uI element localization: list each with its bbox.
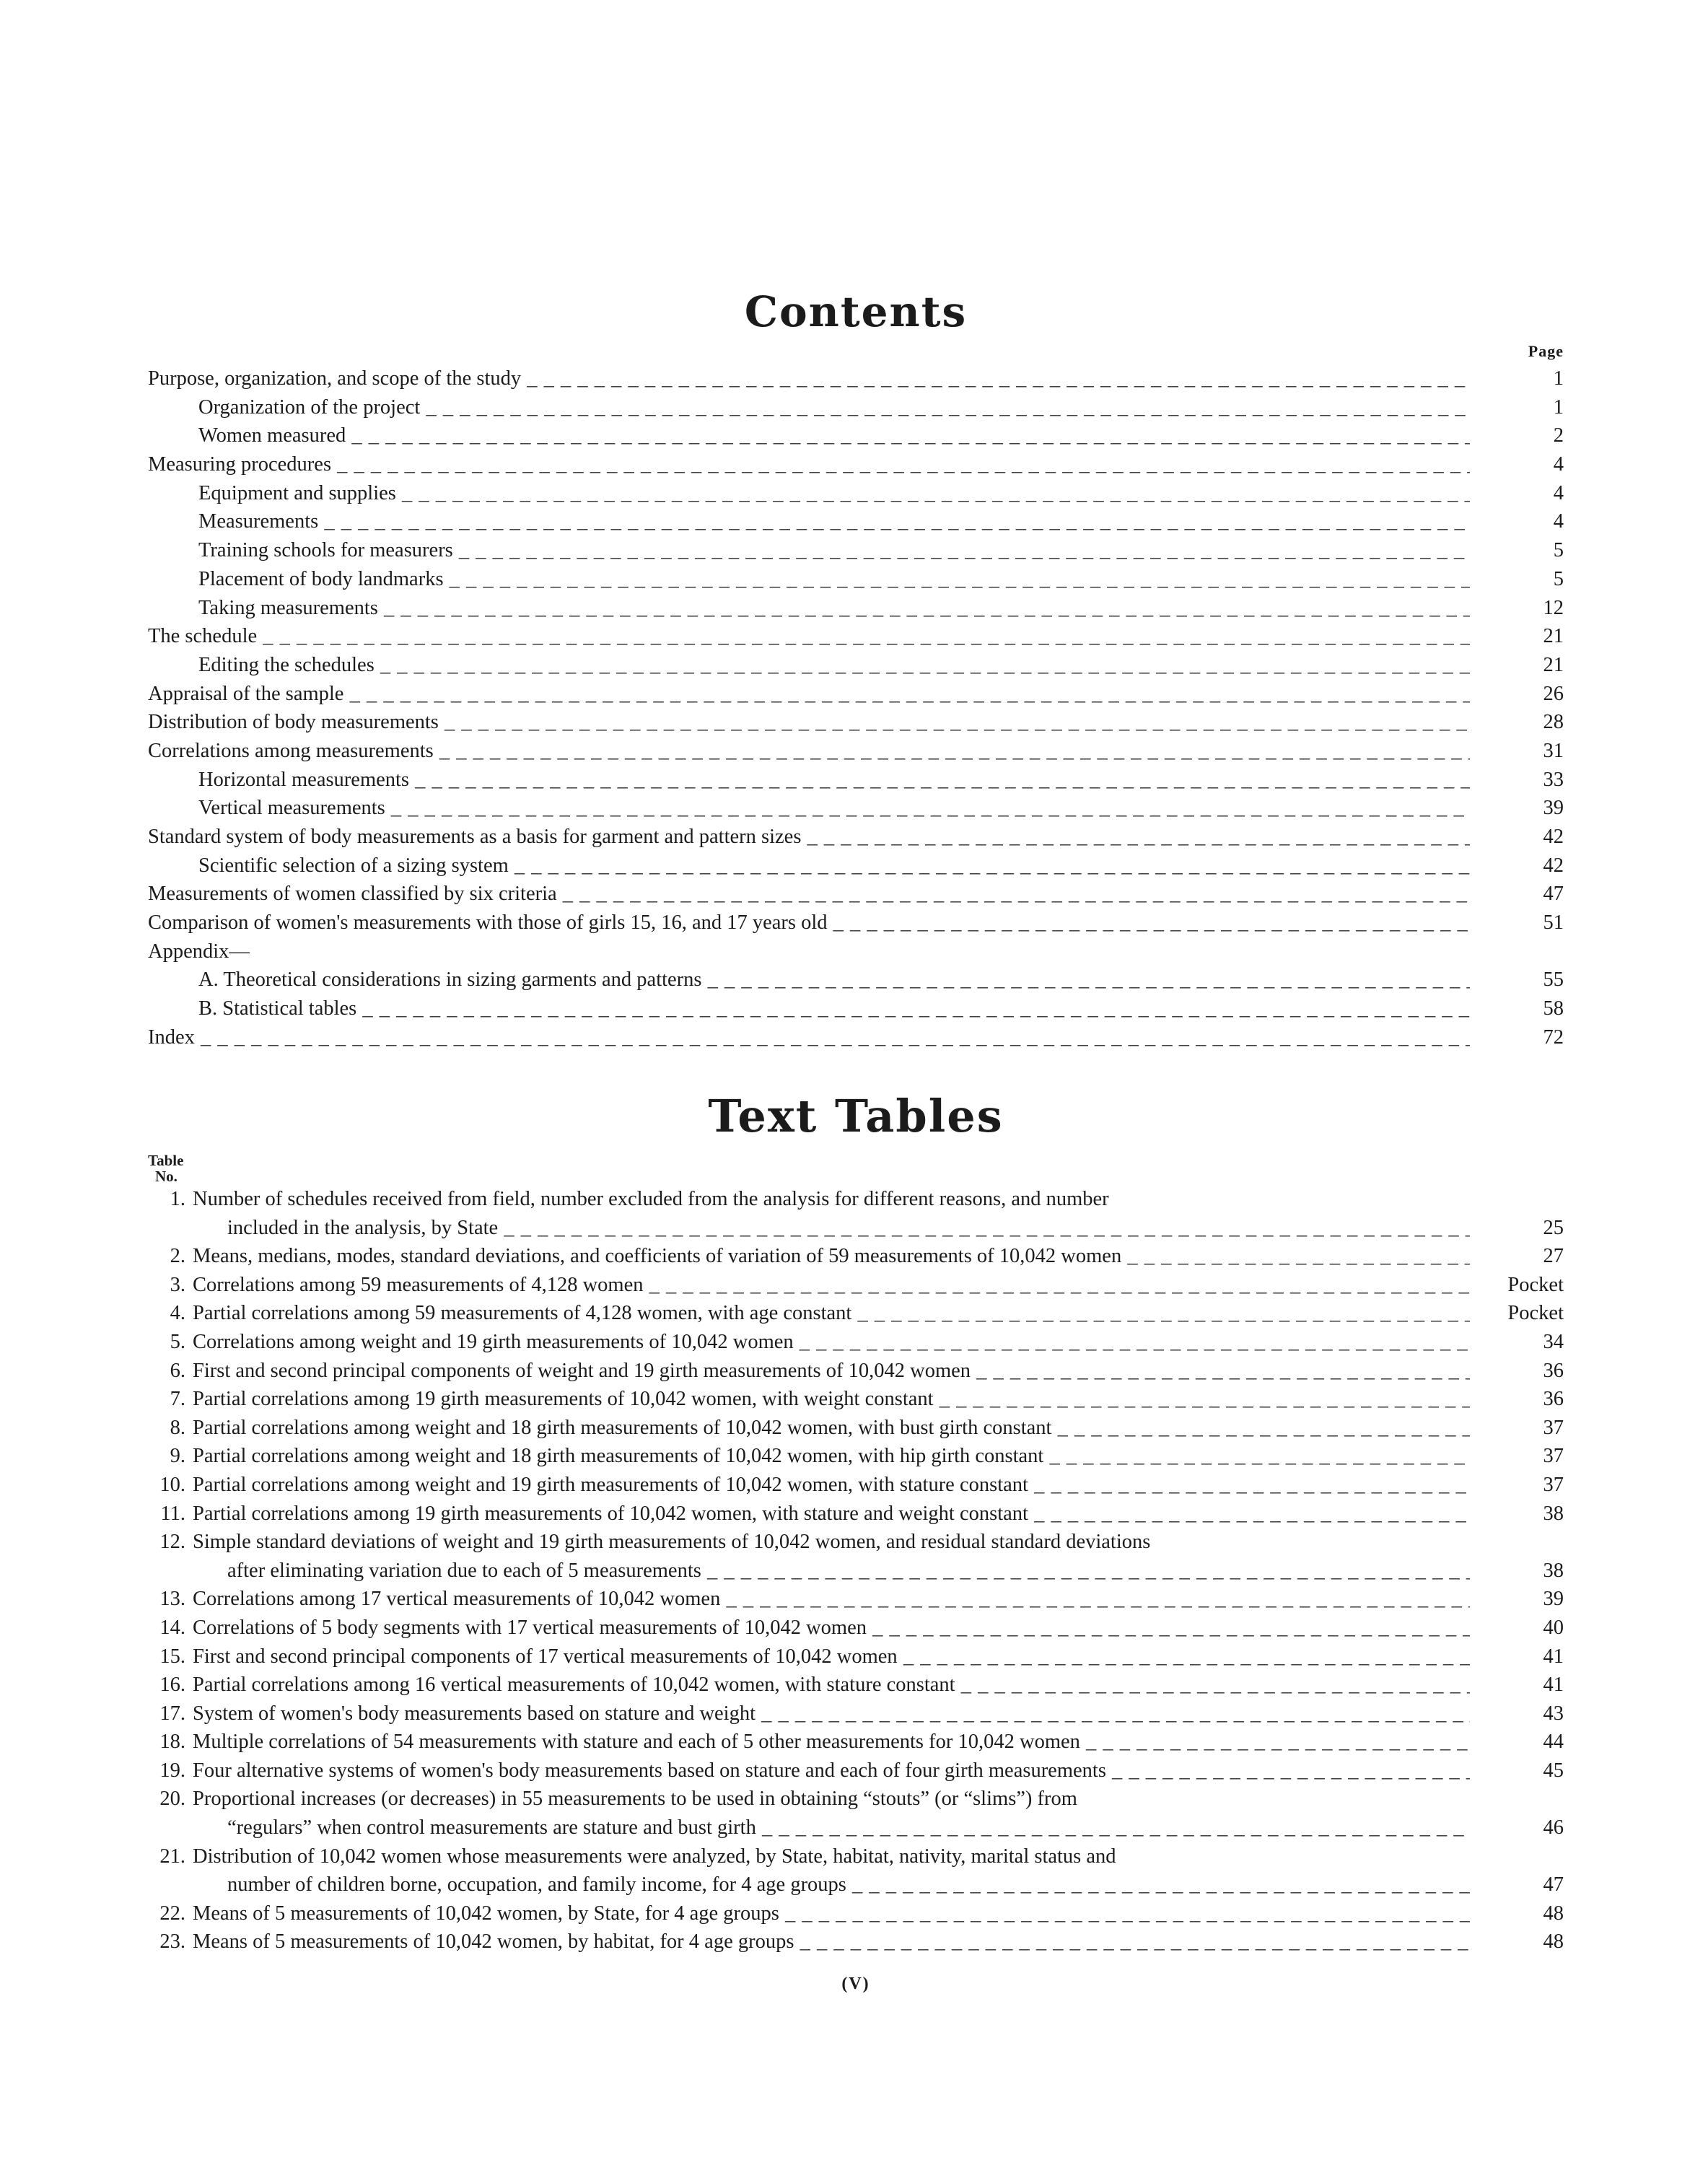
contents-entry xyxy=(148,852,1564,880)
text-table-number: 6. xyxy=(170,1359,185,1382)
contents-entry-label: Purpose, organization, and scope of the study _ _ _ xyxy=(148,364,1470,393)
text-table-entry xyxy=(148,1757,1564,1785)
text-table-page: 25 xyxy=(1543,1216,1564,1239)
text-table-entry xyxy=(148,1585,1564,1614)
text-table-page: 46 xyxy=(1543,1816,1564,1840)
contents-entry-label: Measurements _ _ _ xyxy=(198,507,1470,536)
contents-entry xyxy=(148,680,1564,709)
text-table-number: 15. xyxy=(159,1645,185,1668)
text-table-number: 7. xyxy=(170,1388,185,1411)
text-table-caption-line: included in the analysis, by State _ _ _ xyxy=(193,1214,1470,1243)
text-table-page: 43 xyxy=(1543,1702,1564,1725)
text-table-caption-line: Four alternative systems of women's body measurements based on stature and each of four girth measurements _ _ _ xyxy=(193,1757,1470,1785)
text-table-number: 12. xyxy=(159,1531,185,1554)
text-table-page: 38 xyxy=(1543,1559,1564,1582)
text-tables-title: Text Tables xyxy=(708,1090,1004,1142)
contents-entry-page: 5 xyxy=(1553,567,1564,590)
text-table-caption-line: Proportional increases (or decreases) in 55 measurements to be used in obtaining “stouts” (or “slims”) from xyxy=(193,1788,1077,1811)
contents-entry-label: Standard system of body measurements as a basis for garment and pattern sizes _ _ _ xyxy=(148,823,1470,852)
text-table-entry xyxy=(148,1299,1564,1328)
text-table-number: 23. xyxy=(159,1930,185,1954)
page-column-header: Page xyxy=(1528,342,1564,360)
text-table-number: 17. xyxy=(159,1702,185,1725)
text-table-page: 47 xyxy=(1543,1873,1564,1897)
contents-list xyxy=(148,364,1564,1052)
text-table-caption-line: Correlations among 59 measurements of 4,128 women _ _ _ xyxy=(193,1271,1470,1300)
text-table-page: 38 xyxy=(1543,1502,1564,1525)
text-table-entry xyxy=(148,1242,1564,1271)
text-table-caption-line: Partial correlations among weight and 19 girth measurements of 10,042 women, with stature constant _ _ _ xyxy=(193,1471,1470,1500)
contents-entry xyxy=(148,565,1564,594)
contents-entry-page: 5 xyxy=(1553,539,1564,562)
text-table-page: 41 xyxy=(1543,1674,1564,1697)
text-table-entry xyxy=(148,1271,1564,1300)
contents-entry-page: 12 xyxy=(1543,596,1564,619)
text-table-page: 36 xyxy=(1543,1359,1564,1382)
contents-entry xyxy=(148,479,1564,508)
text-table-page: 39 xyxy=(1543,1588,1564,1611)
text-table-caption-line: Multiple correlations of 54 measurements with stature and each of 5 other measurements for 10,042 women _ _ _ xyxy=(193,1728,1470,1757)
contents-entry xyxy=(148,737,1564,766)
text-table-entry xyxy=(148,1328,1564,1357)
text-table-entry xyxy=(148,1528,1564,1585)
contents-entry-label: A. Theoretical considerations in sizing garments and patterns _ _ _ xyxy=(198,966,1470,994)
text-table-caption-line: Correlations among 17 vertical measurements of 10,042 women _ _ _ xyxy=(193,1585,1470,1614)
text-table-entry xyxy=(148,1500,1564,1528)
text-table-caption-line: Means of 5 measurements of 10,042 women, by habitat, for 4 age groups _ _ _ xyxy=(193,1928,1470,1956)
page-number-footer: (V) xyxy=(841,1974,870,1993)
text-table-caption-line: System of women's body measurements based on stature and weight _ _ _ xyxy=(193,1700,1470,1728)
text-table-number: 4. xyxy=(170,1302,185,1325)
contents-entry xyxy=(148,536,1564,565)
contents-entry-label: Vertical measurements _ _ _ xyxy=(198,794,1470,823)
contents-entry-page: 21 xyxy=(1543,653,1564,676)
contents-entry-page: 21 xyxy=(1543,625,1564,648)
contents-entry xyxy=(148,1023,1564,1052)
contents-entry-label: Scientific selection of a sizing system _ _ _ xyxy=(198,852,1470,880)
contents-entry-page: 47 xyxy=(1543,883,1564,906)
contents-entry-page: 4 xyxy=(1553,510,1564,533)
contents-entry-page: 55 xyxy=(1543,968,1564,992)
contents-entry-page: 39 xyxy=(1543,797,1564,820)
contents-entry xyxy=(148,909,1564,937)
contents-entry-page: 42 xyxy=(1543,854,1564,877)
contents-entry xyxy=(148,880,1564,909)
contents-entry-page: 1 xyxy=(1553,395,1564,419)
contents-entry-label: Taking measurements _ _ _ xyxy=(198,594,1470,623)
contents-entry-label: B. Statistical tables _ _ _ xyxy=(198,994,1470,1023)
text-table-number: 20. xyxy=(159,1788,185,1811)
contents-entry xyxy=(148,994,1564,1023)
text-table-page: 34 xyxy=(1543,1330,1564,1353)
text-table-entry xyxy=(148,1185,1564,1242)
contents-entry-label: The schedule _ _ _ xyxy=(148,622,1470,651)
text-table-number: 22. xyxy=(159,1902,185,1925)
text-table-caption-line: Partial correlations among 19 girth measurements of 10,042 women, with weight constant _ _ _ xyxy=(193,1385,1470,1414)
contents-entry-page: 28 xyxy=(1543,711,1564,734)
contents-entry-page: 4 xyxy=(1553,453,1564,476)
text-table-entry xyxy=(148,1471,1564,1500)
contents-entry xyxy=(148,364,1564,393)
text-table-entry xyxy=(148,1385,1564,1414)
text-table-entry xyxy=(148,1357,1564,1386)
text-table-number: 19. xyxy=(159,1759,185,1782)
contents-entry-label: Correlations among measurements _ _ _ xyxy=(148,737,1470,766)
table-header-line1: Table xyxy=(148,1152,184,1169)
text-table-caption-line: First and second principal components of 17 vertical measurements of 10,042 women _ _ _ xyxy=(193,1643,1470,1671)
text-table-caption-line: Means of 5 measurements of 10,042 women, by State, for 4 age groups _ _ _ xyxy=(193,1899,1470,1928)
contents-entry xyxy=(148,937,1564,966)
contents-entry xyxy=(148,393,1564,422)
contents-entry-page: 31 xyxy=(1543,739,1564,762)
text-table-page: 44 xyxy=(1543,1731,1564,1754)
contents-entry-page: 42 xyxy=(1543,826,1564,848)
text-table-entry xyxy=(148,1785,1564,1842)
text-table-number: 10. xyxy=(159,1473,185,1496)
text-table-number: 1. xyxy=(170,1188,185,1210)
text-table-page: 40 xyxy=(1543,1616,1564,1639)
text-table-entry xyxy=(148,1671,1564,1700)
contents-entry xyxy=(148,794,1564,823)
text-table-caption-line: Partial correlations among 19 girth measurements of 10,042 women, with stature and weight constant _ _ _ xyxy=(193,1500,1470,1528)
text-table-caption-line: Simple standard deviations of weight and 19 girth measurements of 10,042 women, and residual standard deviations xyxy=(193,1531,1151,1554)
text-table-page: 41 xyxy=(1543,1645,1564,1668)
text-table-caption-line: Correlations among weight and 19 girth measurements of 10,042 women _ _ _ xyxy=(193,1328,1470,1357)
text-table-page: 27 xyxy=(1543,1245,1564,1268)
contents-entry xyxy=(148,966,1564,994)
contents-entry-label: Appraisal of the sample _ _ _ xyxy=(148,680,1470,709)
text-table-page: 48 xyxy=(1543,1930,1564,1954)
contents-entry-label: Measuring procedures _ _ _ xyxy=(148,450,1470,479)
contents-title: Contents xyxy=(744,287,968,336)
contents-entry-page: 4 xyxy=(1553,481,1564,504)
text-table-number: 9. xyxy=(170,1445,185,1468)
text-table-entry xyxy=(148,1899,1564,1928)
contents-entry-page: 72 xyxy=(1543,1025,1564,1049)
text-table-number: 2. xyxy=(170,1245,185,1268)
text-table-caption-line: Distribution of 10,042 women whose measurements were analyzed, by State, habitat, nativity, marital status and xyxy=(193,1845,1116,1868)
text-table-caption-line: Correlations of 5 body segments with 17 vertical measurements of 10,042 women _ _ _ xyxy=(193,1614,1470,1643)
contents-entry xyxy=(148,708,1564,737)
table-number-header xyxy=(148,1153,183,1184)
contents-entry-label: Index _ _ _ xyxy=(148,1023,1470,1052)
text-table-entry xyxy=(148,1928,1564,1956)
text-table-number: 18. xyxy=(159,1731,185,1754)
text-table-page: 37 xyxy=(1543,1445,1564,1468)
contents-entry xyxy=(148,594,1564,623)
text-table-number: 5. xyxy=(170,1330,185,1353)
contents-entry xyxy=(148,823,1564,852)
text-table-caption-line: Number of schedules received from field, number excluded from the analysis for different reasons, and number xyxy=(193,1188,1109,1210)
text-table-entry xyxy=(148,1728,1564,1757)
text-table-number: 21. xyxy=(159,1845,185,1868)
text-table-entry xyxy=(148,1842,1564,1899)
text-table-page: 36 xyxy=(1543,1388,1564,1411)
contents-entry-label: Organization of the project _ _ _ xyxy=(198,393,1470,422)
page-column xyxy=(148,0,1564,2165)
text-table-number: 16. xyxy=(159,1674,185,1697)
table-header-line2: No. xyxy=(155,1168,178,1185)
text-table-entry xyxy=(148,1614,1564,1643)
text-table-number: 13. xyxy=(159,1588,185,1611)
text-table-number: 8. xyxy=(170,1416,185,1439)
contents-entry xyxy=(148,766,1564,795)
contents-entry-label: Measurements of women classified by six criteria _ _ _ xyxy=(148,880,1470,909)
text-table-caption-line: Partial correlations among 59 measurements of 4,128 women, with age constant _ _ _ xyxy=(193,1299,1470,1328)
contents-entry xyxy=(148,622,1564,651)
contents-entry-label: Comparison of women's measurements with those of girls 15, 16, and 17 years old _ _ _ xyxy=(148,909,1470,937)
contents-entry-label: Distribution of body measurements _ _ _ xyxy=(148,708,1470,737)
text-table-page: Pocket xyxy=(1507,1273,1564,1296)
contents-entry-label: Equipment and supplies _ _ _ xyxy=(198,479,1470,508)
text-table-page: 45 xyxy=(1543,1759,1564,1782)
contents-entry-page: 2 xyxy=(1553,424,1564,447)
text-table-entry xyxy=(148,1414,1564,1443)
text-table-page: Pocket xyxy=(1507,1302,1564,1325)
text-table-page: 37 xyxy=(1543,1473,1564,1496)
text-table-caption-line: number of children borne, occupation, and family income, for 4 age groups _ _ _ xyxy=(193,1871,1470,1899)
contents-entry-label: Placement of body landmarks _ _ _ xyxy=(198,565,1470,594)
contents-entry-page: 26 xyxy=(1543,682,1564,705)
text-table-entry xyxy=(148,1643,1564,1671)
text-table-caption-line: “regulars” when control measurements are stature and bust girth _ _ _ xyxy=(193,1814,1470,1842)
text-table-number: 11. xyxy=(160,1502,185,1525)
contents-entry xyxy=(148,651,1564,680)
contents-entry-label: Horizontal measurements _ _ _ xyxy=(198,766,1470,795)
text-tables-list xyxy=(148,1185,1564,1956)
text-table-page: 48 xyxy=(1543,1902,1564,1925)
text-table-caption-line: Partial correlations among weight and 18 girth measurements of 10,042 women, with hip girth constant _ _ _ xyxy=(193,1442,1470,1471)
contents-entry-label: Women measured _ _ _ xyxy=(198,421,1470,450)
text-table-entry xyxy=(148,1442,1564,1471)
text-table-caption-line: First and second principal components of weight and 19 girth measurements of 10,042 women _ _ _ xyxy=(193,1357,1470,1386)
text-table-caption-line: Partial correlations among 16 vertical measurements of 10,042 women, with stature constant _ _ _ xyxy=(193,1671,1470,1700)
text-table-caption-line: Means, medians, modes, standard deviations, and coefficients of variation of 59 measurements of 10,042 women _ _ _ xyxy=(193,1242,1470,1271)
contents-entry-label: Appendix— xyxy=(148,940,250,963)
contents-entry xyxy=(148,507,1564,536)
contents-entry xyxy=(148,450,1564,479)
contents-entry-page: 33 xyxy=(1543,768,1564,791)
text-table-caption-line: Partial correlations among weight and 18 girth measurements of 10,042 women, with bust girth constant _ _ _ xyxy=(193,1414,1470,1443)
text-table-caption-line: after eliminating variation due to each of 5 measurements _ _ _ xyxy=(193,1557,1470,1586)
text-table-number: 14. xyxy=(159,1616,185,1639)
contents-entry-label: Training schools for measurers _ _ _ xyxy=(198,536,1470,565)
contents-entry-page: 51 xyxy=(1543,911,1564,935)
contents-entry-page: 58 xyxy=(1543,997,1564,1020)
text-table-entry xyxy=(148,1700,1564,1728)
contents-entry-page: 1 xyxy=(1553,367,1564,390)
contents-entry xyxy=(148,421,1564,450)
text-table-page: 37 xyxy=(1543,1416,1564,1439)
contents-entry-label: Editing the schedules _ _ _ xyxy=(198,651,1470,680)
text-table-number: 3. xyxy=(170,1273,185,1296)
